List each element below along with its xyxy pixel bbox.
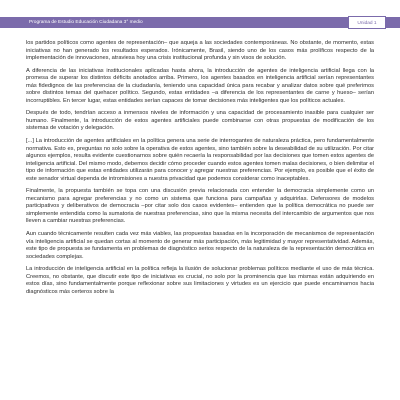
program-title: Programa de Estudio Educación Ciudadana 3° medio (29, 20, 143, 25)
unit-badge: Unidad 1 (348, 16, 386, 29)
paragraph-1: los partidos políticos como agentes de representación– que aqueja a las sociedades contemporáneas. No obstante, de momento, estas iniciativas no han generado los resultados esperados. Irónicamente, Brasil, siendo uno de los casos más prolíficos respecto de la implementación de innovaciones, atraviesa hoy una crisis institucional profunda y sin visos de solución. (26, 40, 374, 62)
paragraph-6: Aun cuando técnicamente resulten cada vez más viables, las propuestas basadas en la incorporación de mecanismos de representación vía inteligencia artificial se quedan cortas al momento de generar más participación, más legitimidad y mayor representatividad. Además, este tipo de propuesta se fundamenta en problemas de diagnóstico serios respecto de la naturaleza de la representación democrática en sociedades complejas. (26, 231, 374, 260)
paragraph-7: La introducción de inteligencia artificial en la política refleja la ilusión de solucionar problemas políticos mediante el uso de más técnica. Creemos, no obstante, que discutir este tipo de iniciativas es crucial, no solo por la prominencia que las mismas están adquiriendo en estos días, sino fundamentalmente porque reflexionar sobre sus limitaciones y virtudes es un ejercicio que puede encaminarnos hacia diagnósticos más certeros sobre la (26, 266, 374, 295)
document-body (26, 40, 374, 396)
paragraph-5: Finalmente, la propuesta también se topa con una discusión previa relacionada con entender la democracia simplemente como un mecanismo para agregar preferencias y no como un sistema que funciona para campañas y adquirirlas. Defensores de modelos participativos y deliberativos de democracia –por citar solo dos casos evidentes– entienden que la política democrática no puede ser simplemente entendida como la sumatoria de nuestras preferencias, sino que la misma necesita del intercambio de argumentos que nos lleven a cambiar nuestras preferencias. (26, 188, 374, 225)
paragraph-3: Después de todo, tendrían acceso a inmensos niveles de información y una capacidad de procesamiento inasible para cualquier ser humano. Finalmente, la introducción de estos agentes artificiales puede combinarse con otras propuestas de modificación de los sistemas de votación y delegación. (26, 110, 374, 132)
paragraph-4: [...] La introducción de agentes artificiales en la política genera una serie de interrogantes de naturaleza práctica, pero fundamentalmente normativa. Esto es, preguntas no solo sobre la operativa de estos agentes, sino también sobre la deseabilidad de su utilización. Por citar algunos ejemplos, resulta evidente cuestionarnos sobre quién recaería la responsabilidad por las decisiones que tomen estos agentes de inteligencia artificial. Del mismo modo, debemos decidir cómo proceder cuando estos agentes tomen malas decisiones, o bien delimitar el tipo de información que estas entidades utilizarán para conocer y agregar nuestras preferencias. Por ejemplo, es posible que el éxito de este senador virtual dependa de intromisiones a nuestra privacidad que podemos considerar como inaceptables. (26, 138, 374, 182)
page-header (0, 0, 400, 40)
paragraph-2: A diferencia de las iniciativas institucionales aplicadas hasta ahora, la introducción de agentes de inteligencia artificial llega con la promesa de superar los distintos déficits anotados arriba. Primero, los agentes basados en inteligencia artificial serían representantes más fidedignos de las preferencias de la ciudadanía, teniendo una capacidad única para recabar y analizar datos sobre qué preferimos sobre distintos temas del quehacer político. Segundo, estas entidades –a diferencia de los representantes de carne y hueso– serían incorruptibles. En tercer lugar, estas entidades serían capaces de tomar decisiones más inteligentes que los políticos actuales. (26, 67, 374, 104)
